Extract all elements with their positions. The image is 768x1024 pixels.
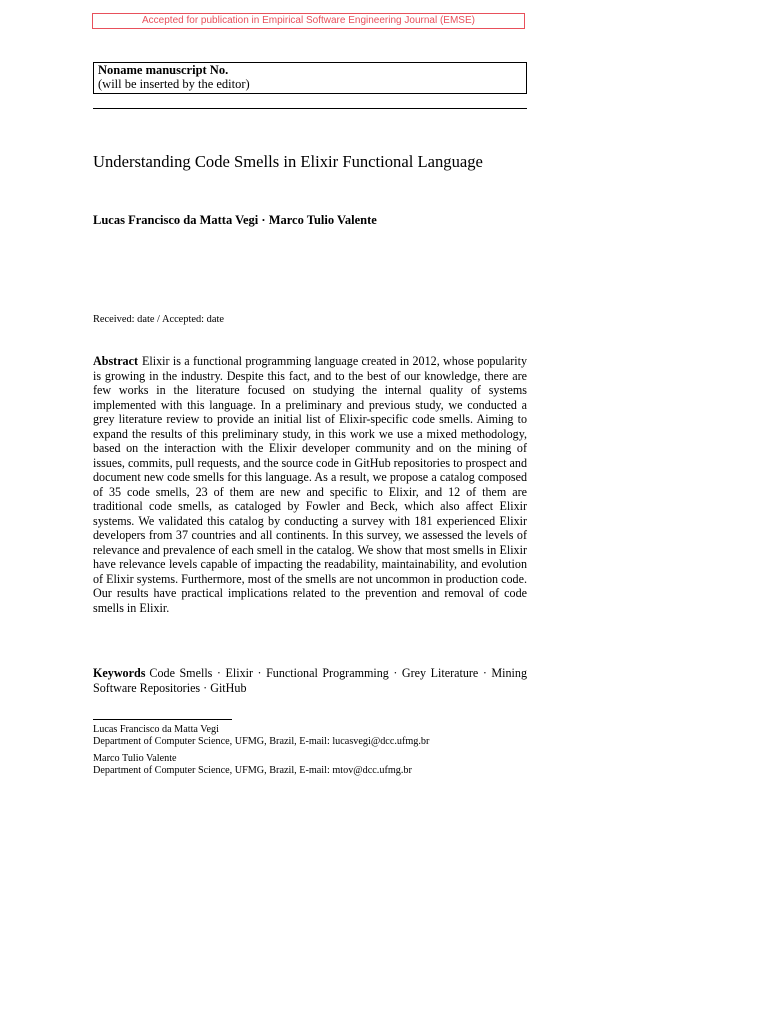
received-accepted-dates: Received: date / Accepted: date — [93, 314, 224, 325]
manuscript-label: Noname manuscript No. — [98, 63, 229, 77]
affiliation-name: Lucas Francisco da Matta Vegi — [93, 724, 219, 735]
manuscript-box — [93, 62, 527, 94]
affiliation-1 — [93, 724, 527, 748]
keywords-text: Code Smells · Elixir · Functional Programming · Grey Literature · Mining Software Repositories · GitHub — [93, 666, 527, 695]
abstract — [93, 354, 527, 615]
keywords — [93, 666, 527, 695]
affiliation-2 — [93, 753, 527, 777]
affiliation-department: Department of Computer Science, UFMG, Brazil, E-mail: lucasvegi@dcc.ufmg.br — [93, 736, 430, 747]
abstract-text: Elixir is a functional programming language created in 2012, whose popularity is growing in the industry. Despite this fact, and to the best of our knowledge, there are few works in the literature focused on studying the internal quality of systems implemented with this language. In a preliminary and previous study, we conducted a grey literature review to provide an initial list of Elixir-specific code smells. Aiming to expand the results of this preliminary study, in this work we use a mixed methodology, based on the interaction with the Elixir developer community and on the mining of issues, commits, pull requests, and the source code in GitHub repositories to prospect and document new code smells for this language. As a result, we propose a catalog composed of 35 code smells, 23 of them are new and specific to Elixir, and 12 of them are traditional code smells, as cataloged by Fowler and Beck, which also affect Elixir systems. We validated this catalog by conducting a survey with 181 experienced Elixir developers from 37 countries and all continents. In this survey, we assessed the levels of relevance and prevalence of each smell in the catalog. We show that most smells in Elixir have relevance levels capable of impacting the readability, maintainability, and evolution of Elixir systems. Furthermore, most of the smells are not uncommon in production code. Our results have practical implications related to the prevention and removal of code smells in Elixir. — [93, 354, 527, 615]
author-list: Lucas Francisco da Matta Vegi · Marco Tulio Valente — [93, 213, 377, 227]
footnote-rule — [93, 719, 232, 720]
publication-banner: Accepted for publication in Empirical Software Engineering Journal (EMSE) — [92, 13, 525, 29]
affiliation-department: Department of Computer Science, UFMG, Brazil, E-mail: mtov@dcc.ufmg.br — [93, 765, 412, 776]
manuscript-note: (will be inserted by the editor) — [98, 77, 250, 91]
keywords-label: Keywords — [93, 666, 146, 680]
header-rule — [93, 108, 527, 109]
abstract-label: Abstract — [93, 354, 139, 368]
paper-title: Understanding Code Smells in Elixir Functional Language — [93, 152, 483, 171]
affiliation-name: Marco Tulio Valente — [93, 753, 177, 764]
